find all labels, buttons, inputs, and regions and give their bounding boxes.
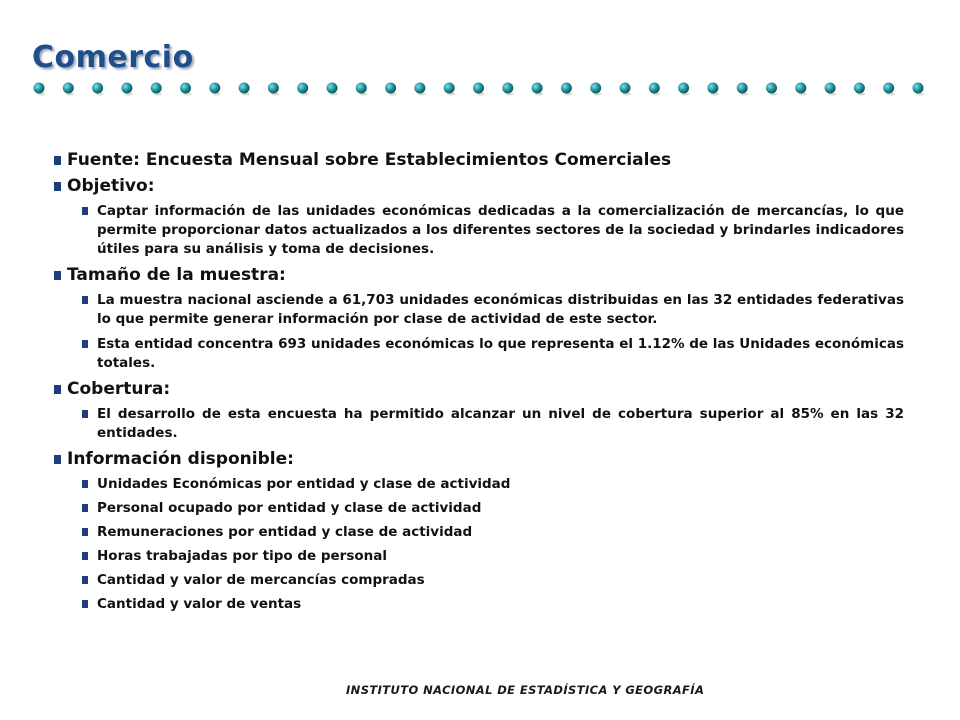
fuente-item <box>54 150 904 170</box>
square-bullet-icon <box>82 528 88 536</box>
divider-dot <box>883 83 894 94</box>
square-bullet-icon <box>82 207 88 215</box>
divider-dot <box>385 83 396 94</box>
informacion-heading <box>54 449 904 469</box>
divider-dot <box>268 83 279 94</box>
square-bullet-icon <box>82 576 88 584</box>
divider-dot <box>63 83 74 94</box>
divider-dot <box>121 83 132 94</box>
divider-dot <box>444 83 455 94</box>
list-item <box>82 499 904 518</box>
divider-dot <box>561 83 572 94</box>
tamano-label: Tamaño de la muestra: <box>67 265 286 285</box>
informacion-label: Información disponible: <box>67 449 294 469</box>
divider-dot <box>414 83 425 94</box>
tamano-item <box>82 335 904 373</box>
divider-dot <box>795 83 806 94</box>
divider-dot <box>239 83 250 94</box>
square-bullet-icon <box>54 271 61 280</box>
fuente-text: Fuente: Encuesta Mensual sobre Establecimientos Comerciales <box>67 150 672 170</box>
divider-dot <box>766 83 777 94</box>
divider-dot <box>209 83 220 94</box>
list-item <box>82 595 904 614</box>
divider-dot <box>590 83 601 94</box>
cobertura-heading <box>54 379 904 399</box>
divider-dot <box>707 83 718 94</box>
square-bullet-icon <box>82 340 88 348</box>
objetivo-text: Captar información de las unidades económicas dedicadas a la comercialización de mercancías, lo que permite proporcionar datos actualizados a los diferentes sectores de la sociedad y brindarles indicadores útiles para su análisis y toma de decisiones. <box>97 203 904 257</box>
divider-dot <box>502 83 513 94</box>
objetivo-heading <box>54 176 904 196</box>
square-bullet-icon <box>82 552 88 560</box>
square-bullet-icon <box>82 410 88 418</box>
page-title: Comercio <box>32 40 194 75</box>
informacion-text: Remuneraciones por entidad y clase de actividad <box>97 524 473 540</box>
institution-footer: INSTITUTO NACIONAL DE ESTADÍSTICA Y GEOGRAFÍA <box>346 683 705 697</box>
tamano-heading <box>54 265 904 285</box>
objetivo-label: Objetivo: <box>67 176 155 196</box>
divider-dot <box>473 83 484 94</box>
cobertura-text: El desarrollo de esta encuesta ha permitido alcanzar un nivel de cobertura superior al 85% en las 32 entidades. <box>97 406 904 441</box>
tamano-item <box>82 291 904 329</box>
divider-dot <box>180 83 191 94</box>
divider-dot <box>854 83 865 94</box>
divider-dot <box>532 83 543 94</box>
cobertura-label: Cobertura: <box>67 379 171 399</box>
informacion-text: Horas trabajadas por tipo de personal <box>97 548 387 564</box>
informacion-text: Cantidad y valor de mercancías compradas <box>97 572 425 588</box>
square-bullet-icon <box>54 385 61 394</box>
dotted-divider <box>30 80 934 98</box>
divider-dot <box>34 83 45 94</box>
square-bullet-icon <box>82 600 88 608</box>
square-bullet-icon <box>54 156 61 165</box>
list-item <box>82 547 904 566</box>
square-bullet-icon <box>82 296 88 304</box>
tamano-text-1: La muestra nacional asciende a 61,703 unidades económicas distribuidas en las 32 entidades federativas lo que permite generar información por clase de actividad de este sector. <box>97 292 904 327</box>
square-bullet-icon <box>82 504 88 512</box>
divider-dot <box>356 83 367 94</box>
list-item <box>82 523 904 542</box>
divider-dot <box>678 83 689 94</box>
informacion-text: Cantidad y valor de ventas <box>97 596 302 612</box>
informacion-text: Personal ocupado por entidad y clase de actividad <box>97 500 482 516</box>
informacion-text: Unidades Económicas por entidad y clase de actividad <box>97 476 511 492</box>
square-bullet-icon <box>82 480 88 488</box>
list-item <box>82 475 904 494</box>
divider-dot <box>620 83 631 94</box>
square-bullet-icon <box>54 455 61 464</box>
cobertura-item <box>82 405 904 443</box>
list-item <box>82 571 904 590</box>
divider-dot <box>297 83 308 94</box>
divider-dot <box>737 83 748 94</box>
divider-dot <box>825 83 836 94</box>
divider-dot <box>649 83 660 94</box>
divider-dot <box>327 83 338 94</box>
square-bullet-icon <box>54 182 61 191</box>
divider-dot <box>151 83 162 94</box>
divider-dot <box>913 83 924 94</box>
tamano-text-2: Esta entidad concentra 693 unidades económicas lo que representa el 1.12% de las Unidades económicas totales. <box>97 336 904 371</box>
objetivo-item <box>82 202 904 259</box>
slide-content <box>54 150 904 619</box>
divider-dot <box>92 83 103 94</box>
